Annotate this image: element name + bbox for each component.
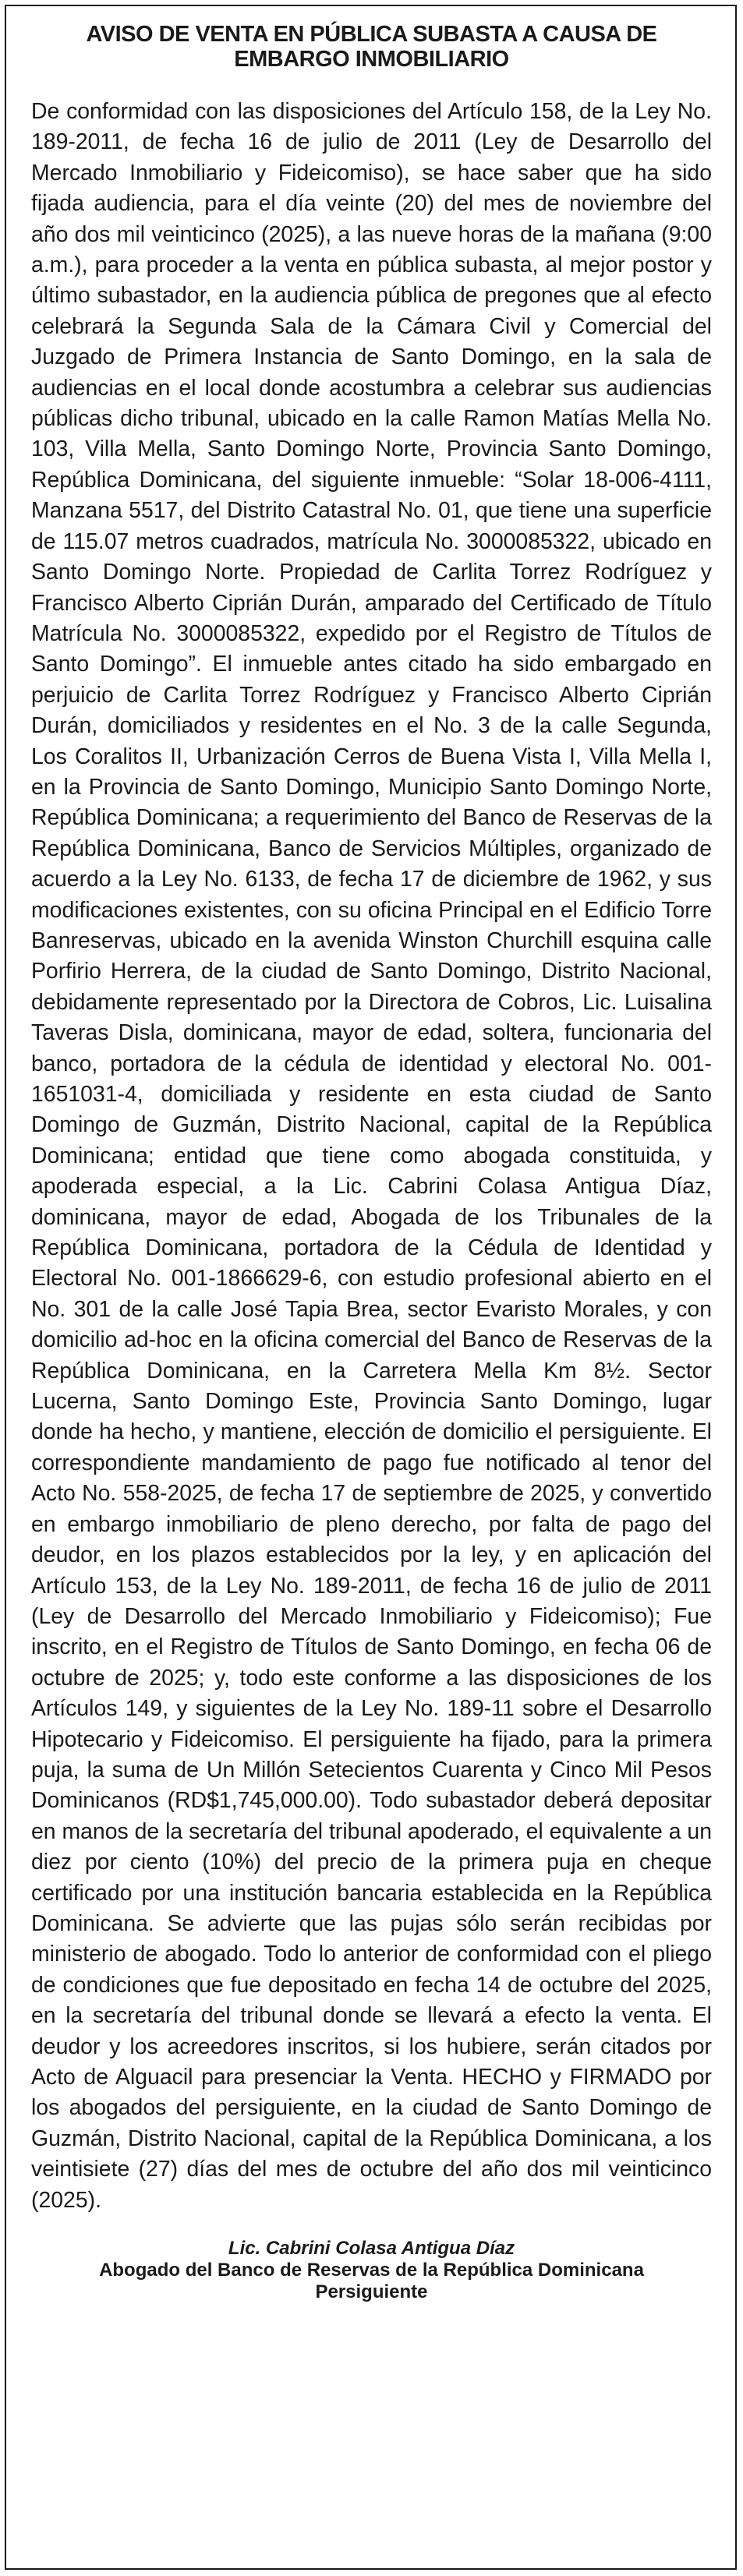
signature-block	[31, 2238, 712, 2303]
notice-body: De conformidad con las disposiciones del Artículo 158, de la Ley No. 189-2011, de fecha 16 de julio de 2011 (Ley de Desarrollo del Mercado Inmobiliario y Fideicomiso), se hace saber que ha sido fijada audiencia, para el día veinte (20) del mes de noviembre del año dos mil veinticinco (2025), a las nueve horas de la mañana (9:00 a.m.), para proceder a la venta en pública subasta, al mejor postor y último subastador, en la audiencia pública de pregones que al efecto celebrará la Segunda Sala de la Cámara Civil y Comercial del Juzgado de Primera Instancia de Santo Domingo, en la sala de audiencias en el local donde acostumbra a celebrar sus audiencias públicas dicho tribunal, ubicado en la calle Ramon Matías Mella No. 103, Villa Mella, Santo Domingo Norte, Provincia Santo Domingo, República Dominicana, del siguiente inmueble: “Solar 18-006-4111, Manzana 5517, del Distrito Catastral No. 01, que tiene una superficie de 115.07 metros cuadrados, matrícula No. 3000085322, ubicado en Santo Domingo Norte. Propiedad de Carlita Torrez Rodríguez y Francisco Alberto Ciprián Durán, amparado del Certificado de Título Matrícula No. 3000085322, expedido por el Registro de Títulos de Santo Domingo”. El inmueble antes citado ha sido embargado en perjuicio de Carlita Torrez Rodríguez y Francisco Alberto Ciprián Durán, domiciliados y residentes en el No. 3 de la calle Segunda, Los Coralitos II, Urbanización Cerros de Buena Vista I, Villa Mella I, en la Provincia de Santo Domingo, Municipio Santo Domingo Norte, República Dominicana; a requerimiento del Banco de Reservas de la República Dominicana, Banco de Servicios Múltiples, organizado de acuerdo a la Ley No. 6133, de fecha 17 de diciembre de 1962, y sus modificaciones existentes, con su oficina Principal en el Edificio Torre Banreservas, ubicado en la avenida Winston Churchill esquina calle Porfirio Herrera, de la ciudad de Santo Domingo, Distrito Nacional, debidamente representado por la Directora de Cobros, Lic. Luisalina Taveras Disla, dominicana, mayor de edad, soltera, funcionaria del banco, portadora de la cédula de identidad y electoral No. 001-1651031-4, domiciliada y residente en esta ciudad de Santo Domingo de Guzmán, Distrito Nacional, capital de la República Dominicana; entidad que tiene como abogada constituida, y apoderada especial, a la Lic. Cabrini Colasa Antigua Díaz, dominicana, mayor de edad, Abogada de los Tribunales de la República Dominicana, portadora de la Cédula de Identidad y Electoral No. 001-1866629-6, con estudio profesional abierto en el No. 301 de la calle José Tapia Brea, sector Evaristo Morales, y con domicilio ad-hoc en la oficina comercial del Banco de Reservas de la República Dominicana, en la Carretera Mella Km 8½. Sector Lucerna, Santo Domingo Este, Provincia Santo Domingo, lugar donde ha hecho, y mantiene, elección de domicilio el persiguiente. El correspondiente mandamiento de pago fue notificado al tenor del Acto No. 558-2025, de fecha 17 de septiembre de 2025, y convertido en embargo inmobiliario de pleno derecho, por falta de pago del deudor, en los plazos establecidos por la ley, y en aplicación del Artículo 153, de la Ley No. 189-2011, de fecha 16 de julio de 2011 (Ley de Desarrollo del Mercado Inmobiliario y Fideicomiso); Fue inscrito, en el Registro de Títulos de Santo Domingo, en fecha 06 de octubre de 2025; y, todo este conforme a las disposiciones de los Artículos 149, y siguientes de la Ley No. 189-11 sobre el Desarrollo Hipotecario y Fideicomiso. El persiguiente ha fijado, para la primera puja, la suma de Un Millón Setecientos Cuarenta y Cinco Mil Pesos Dominicanos (RD$1,745,000.00). Todo subastador deberá depositar en manos de la secretaría del tribunal apoderado, el equivalente a un diez por ciento (10%) del precio de la primera puja en cheque certificado por una institución bancaria establecida en la República Dominicana. Se advierte que las pujas sólo serán recibidas por ministerio de abogado. Todo lo anterior de conformidad con el pliego de condiciones que fue depositado en fecha 14 de octubre del 2025, en la secretaría del tribunal donde se llevará a efecto la venta. El deudor y los acreedores inscritos, si los hubiere, serán citados por Acto de Alguacil para presenciar la Venta. HECHO y FIRMADO por los abogados del persiguiente, en la ciudad de Santo Domingo de Guzmán, Distrito Nacional, capital de la República Dominicana, a los veintisiete (27) días del mes de octubre del año dos mil veinticinco (2025).	[31, 99, 712, 2213]
signature-role: Abogado del Banco de Reservas de la República Dominicana	[99, 2260, 644, 2281]
signature-name: Lic. Cabrini Colasa Antigua Díaz	[228, 2238, 515, 2260]
signature-party: Persiguiente	[315, 2281, 428, 2303]
notice	[31, 22, 712, 2303]
notice-title: AVISO DE VENTA EN PÚBLICA SUBASTA A CAUSA DE EMBARGO INMOBILIARIO	[86, 22, 657, 72]
